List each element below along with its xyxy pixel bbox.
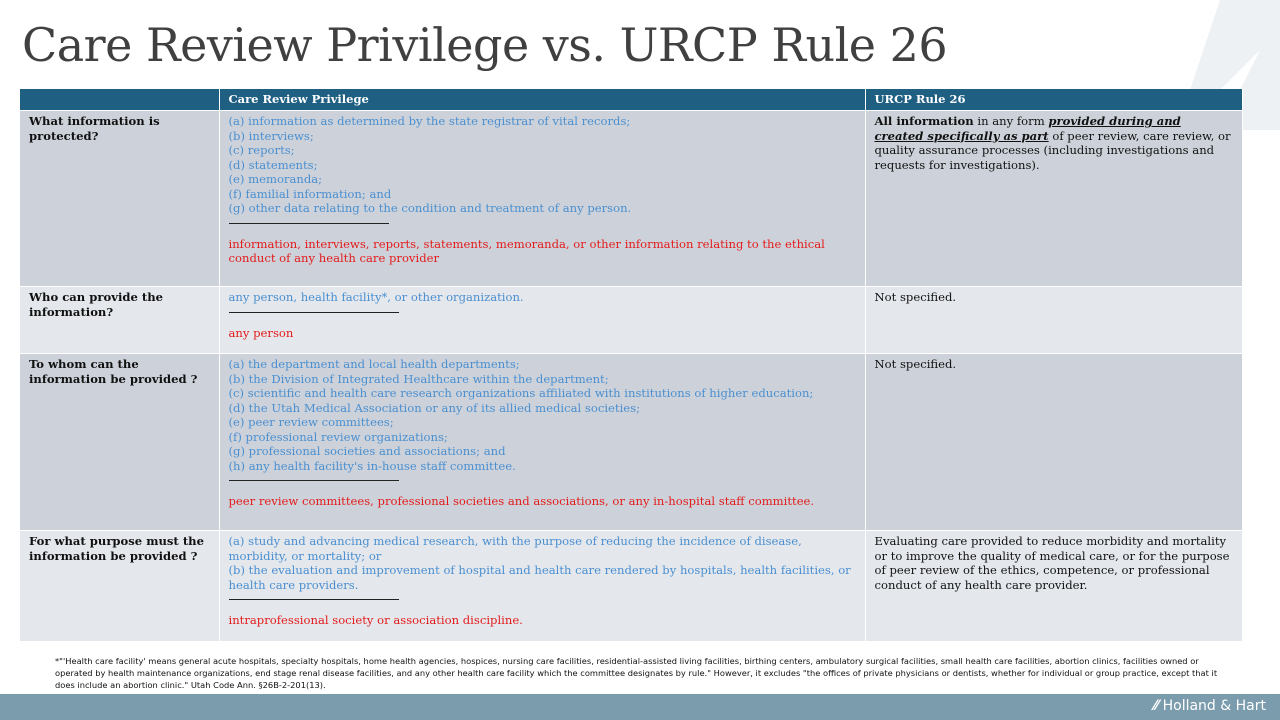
list-item: (c) reports; (228, 143, 295, 157)
comparison-table (20, 89, 1243, 641)
list-item: (g) professional societies and associations; and (228, 444, 506, 458)
rule26-cell: Not specified. (865, 287, 1242, 354)
header-blank (20, 89, 219, 111)
list-item: (g) other data relating to the condition and treatment of any person. (228, 201, 632, 215)
red-highlight-text: intraprofessional society or association discipline. (228, 613, 523, 627)
row-question: To whom can the information be provided ? (20, 354, 219, 531)
rule26-cell: Not specified. (865, 354, 1242, 531)
red-highlight-text: any person (228, 325, 294, 340)
brand-logo (1154, 698, 1266, 714)
list-item: (e) peer review committees; (228, 415, 394, 429)
list-item: (a) the department and local health departments; (228, 357, 520, 371)
table-row (20, 531, 1242, 641)
row-question: What information is protected? (20, 111, 219, 287)
footnote: *"'Health care facility' means general acute hospitals, specialty hospitals, home health agencies, hospices, nursing care facilities, residential-assisted living facilities, birthing centers, ambulatory surgical facilities, small health care facilities, abortion clinics, facilities owned or operated by health maintenance organizations, end stage renal disease facilities, and any other health care facility which the committee designates by rule." However, it excludes "the offices of private physicians or dentists, whether for individual or group practice, except that it does include an abortion clinic." Utah Code Ann. §26B-2-201(13). (55, 656, 1218, 690)
privilege-cell (219, 287, 865, 354)
divider-line (229, 480, 399, 481)
list-item: (d) the Utah Medical Association or any of its allied medical societies; (228, 400, 640, 415)
footer-bar (0, 694, 1280, 720)
list-item: (b) the evaluation and improvement of hospital and health care rendered by hospitals, health facilities, or health care providers. (228, 563, 851, 592)
privilege-cell (219, 111, 865, 287)
header-urcp-rule-26: URCP Rule 26 (865, 89, 1242, 111)
privilege-cell (219, 354, 865, 531)
header-care-review-privilege: Care Review Privilege (219, 89, 865, 111)
list-item: (a) information as determined by the state registrar of vital records; (228, 114, 631, 128)
list-item: (b) interviews; (228, 128, 314, 143)
rule26-emphasis-text: provided during and created specifically as part (874, 114, 1181, 143)
divider-line (229, 312, 399, 313)
brand-name: Holland & Hart (1162, 698, 1266, 714)
divider-line (229, 599, 399, 600)
row-question: For what purpose must the information be provided ? (20, 531, 219, 641)
privilege-cell (219, 531, 865, 641)
list-item: (c) scientific and health care research organizations affiliated with institutions of higher education; (228, 386, 814, 400)
divider-line (229, 223, 389, 224)
red-highlight-text: information, interviews, reports, statements, memoranda, or other information relating to the ethical conduct of any health care provider (228, 236, 825, 265)
table-header-row (20, 89, 1242, 111)
privilege-text: any person, health facility*, or other organization. (228, 290, 524, 304)
list-item: (a) study and advancing medical research, with the purpose of reducing the incidence of disease, morbidity, or mortality; or (228, 534, 802, 563)
privilege-list (229, 114, 856, 216)
list-item: (e) memoranda; (228, 172, 323, 186)
privilege-list (229, 534, 856, 592)
privilege-list (229, 357, 856, 473)
slide-title: Care Review Privilege vs. URCP Rule 26 (22, 18, 948, 72)
rule26-cell (865, 111, 1242, 287)
rule26-mid-text: in any form (973, 114, 1049, 128)
holland-hart-logo-icon: ⁄⁄ (1153, 698, 1159, 714)
table-row (20, 354, 1242, 531)
rule26-bold-text: All information (874, 114, 974, 128)
row-question: Who can provide the information? (20, 287, 219, 354)
list-item: (b) the Division of Integrated Healthcare within the department; (228, 371, 609, 386)
table-row (20, 111, 1242, 287)
list-item: (d) statements; (228, 157, 318, 172)
rule26-rest-text: of peer review, care review, or quality assurance processes (including investigations and requests for investigations). (874, 128, 1231, 172)
list-item: (h) any health facility's in-house staff committee. (228, 458, 516, 473)
red-highlight-text: peer review committees, professional societies and associations, or any in-hospital staff committee. (228, 494, 815, 508)
table-row (20, 287, 1242, 354)
list-item: (f) familial information; and (228, 186, 392, 201)
rule26-cell: Evaluating care provided to reduce morbidity and mortality or to improve the quality of medical care, or for the purpose of peer review of the ethics, competence, or professional conduct of any health care provider. (865, 531, 1242, 641)
list-item: (f) professional review organizations; (228, 429, 448, 444)
